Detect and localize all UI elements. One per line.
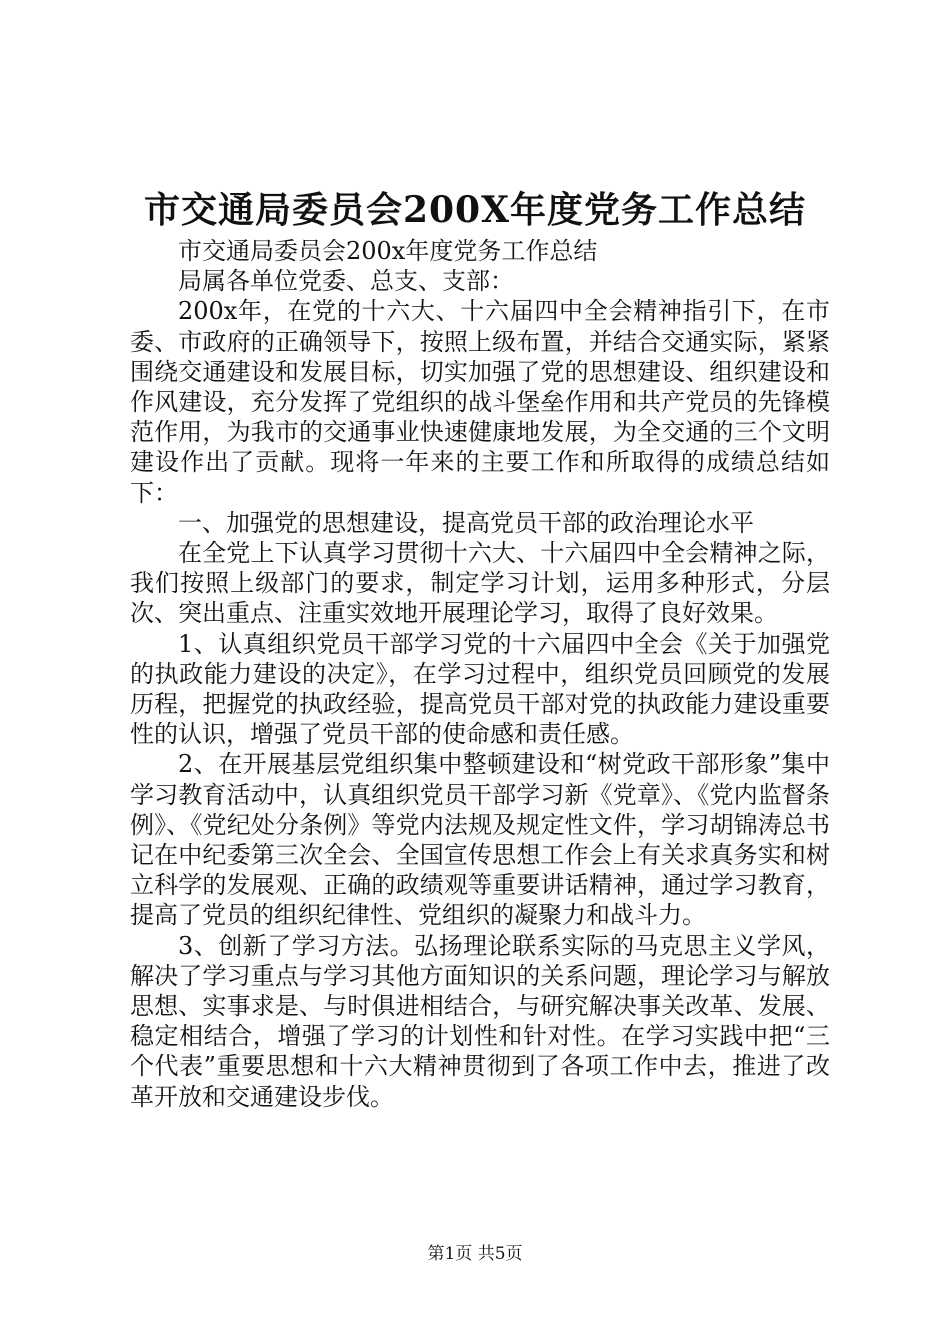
body-paragraph: 在全党上下认真学习贯彻十六大、十六届四中全会精神之际，我们按照上级部门的要求，制定学习计划，运用多种形式，分层次、突出重点、注重实效地开展理论学习，取得了良好效果。 — [130, 539, 830, 628]
body-paragraph: 3、创新了学习方法。弘扬理论联系实际的马克思主义学风，解决了学习重点与学习其他方面知识的关系问题，理论学习与解放思想、实事求是、与时俱进相结合，与研究解决事关改革、发展、稳定相结合，增强了学习的计划性和针对性。在学习实践中把“三个代表”重要思想和十六大精神贯彻到了各项工作中去，推进了改革开放和交通建设步伐。 — [130, 931, 830, 1111]
intro-paragraph: 200x年，在党的十六大、十六届四中全会精神指引下，在市委、市政府的正确领导下，按照上级布置，并结合交通实际，紧紧围绕交通建设和发展目标，切实加强了党的思想建设、组织建设和作风建设，充分发挥了党组织的战斗堡垒作用和共产党员的先锋模范作用，为我市的交通事业快速健康地发展，为全交通的三个文明建设作出了贡献。现将一年来的主要工作和所取得的成绩总结如下： — [130, 297, 830, 507]
section-heading: 一、加强党的思想建设，提高党员干部的政治理论水平 — [178, 508, 754, 537]
document-body — [130, 236, 830, 1112]
document-title: 市交通局委员会200X年度党务工作总结 — [143, 189, 807, 231]
document-subtitle: 市交通局委员会200x年度党务工作总结 — [178, 237, 598, 265]
salutation: 局属各单位党委、总支、支部： — [178, 267, 514, 296]
page-number: 第1页 共5页 — [427, 1244, 523, 1264]
body-paragraph: 2、在开展基层党组织集中整顿建设和“树党政干部形象”集中学习教育活动中，认真组织党员干部学习新《党章》、《党内监督条例》、《党纪处分条例》等党内法规及规定性文件，学习胡锦涛总书记在中纪委第三次全会、全国宣传思想工作会上有关求真务实和树立科学的发展观、正确的政绩观等重要讲话精神，通过学习教育，提高了党员的组织纪律性、党组织的凝聚力和战斗力。 — [130, 750, 830, 930]
body-paragraph: 1、认真组织党员干部学习党的十六届四中全会《关于加强党的执政能力建设的决定》，在学习过程中，组织党员回顾党的发展历程，把握党的执政经验，提高党员干部对党的执政能力建设重要性的认识，增强了党员干部的使命感和责任感。 — [130, 629, 830, 749]
